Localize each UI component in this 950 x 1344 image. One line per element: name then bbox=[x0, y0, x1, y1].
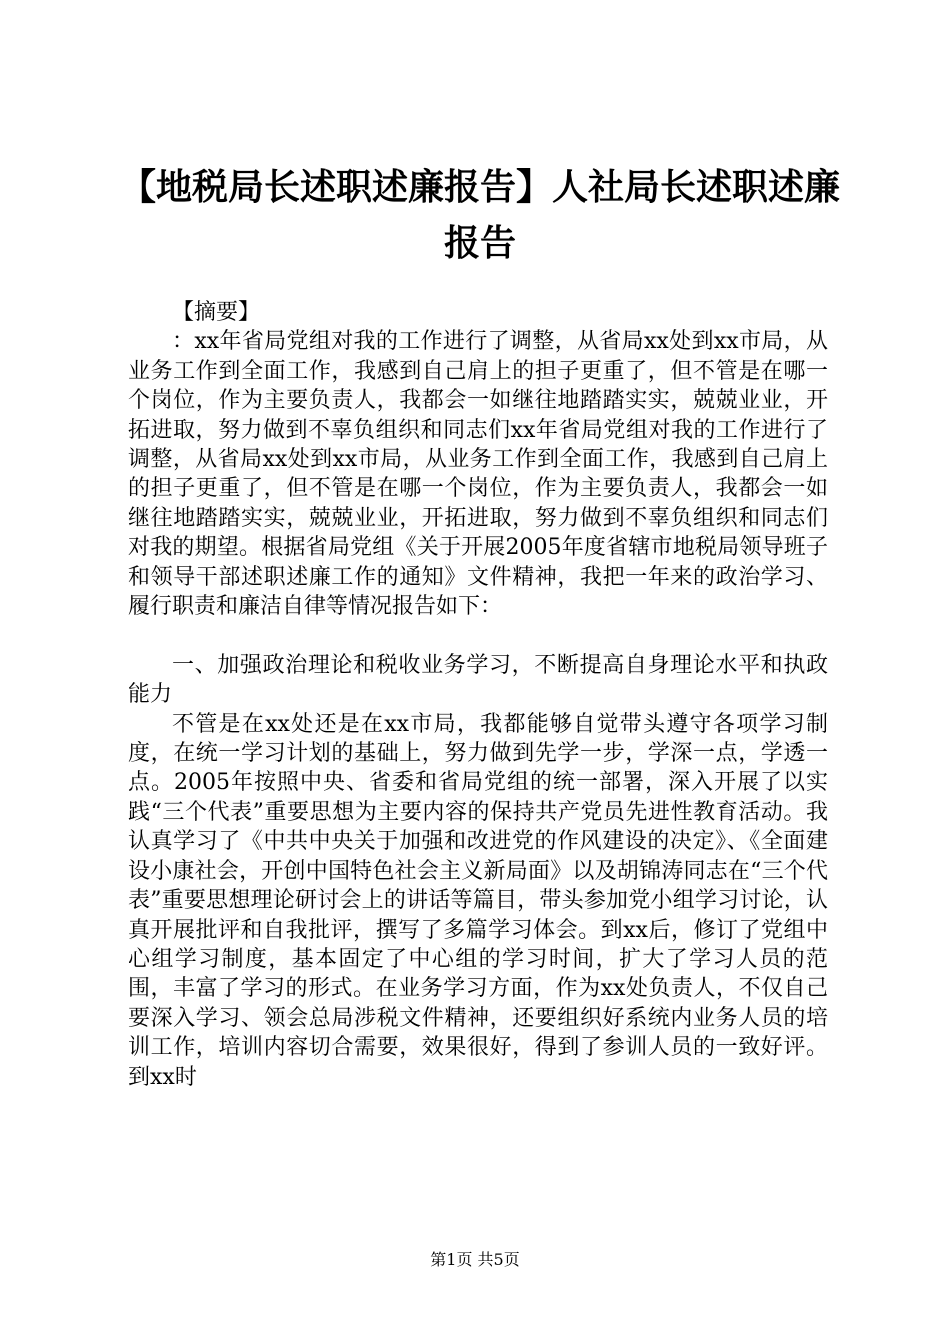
section-paragraph: 不管是在xx处还是在xx市局，我都能够自觉带头遵守各项学习制度，在统一学习计划的基础上，努力做到先学一步，学深一点，学透一点。2005年按照中央、省委和省局党组的统一部署，深入开展了以实践“三个代表”重要思想为主要内容的保持共产党员先进性教育活动。我认真学习了《中共中央关于加强和改进党的作风建设的决定》、《全面建设小康社会，开创中国特色社会主义新局面》以及胡锦涛同志在“三个代表”重要思想理论研讨会上的讲话等篇目，带头参加党小组学习讨论，认真开展批评和自我批评，撰写了多篇学习体会。到xx后，修订了党组中心组学习制度，基本固定了中心组的学习时间，扩大了学习人员的范围，丰富了学习的形式。在业务学习方面，作为xx处负责人，不仅自己要深入学习、领会总局涉税文件精神，还要组织好系统内业务人员的培训工作，培训内容切合需要，效果很好，得到了参训人员的一致好评。到xx时 bbox=[128, 711, 828, 1090]
page-number-footer: 第1页 共5页 bbox=[430, 1250, 520, 1269]
document-title: 【地税局长述职述廉报告】人社局长述职述廉报告 bbox=[119, 167, 840, 264]
document-body bbox=[128, 298, 828, 1092]
section-heading: 一、加强政治理论和税收业务学习，不断提高自身理论水平和执政能力 bbox=[128, 652, 828, 708]
abstract-paragraph: ：xx年省局党组对我的工作进行了调整，从省局xx处到xx市局，从业务工作到全面工作，我感到自己肩上的担子更重了，但不管是在哪一个岗位，作为主要负责人，我都会一如继往地踏踏实实，兢兢业业，开拓进取，努力做到不辜负组织和同志们xx年省局党组对我的工作进行了调整，从省局xx处到xx市局，从业务工作到全面工作，我感到自己肩上的担子更重了，但不管是在哪一个岗位，作为主要负责人，我都会一如继往地踏踏实实，兢兢业业，开拓进取，努力做到不辜负组织和同志们对我的期望。根据省局党组《关于开展2005年度省辖市地税局领导班子和领导干部述职述廉工作的通知》文件精神，我把一年来的政治学习、履行职责和廉洁自律等情况报告如下： bbox=[128, 329, 828, 620]
abstract-label: 【摘要】 bbox=[172, 300, 261, 325]
paragraph-spacer bbox=[128, 621, 828, 650]
